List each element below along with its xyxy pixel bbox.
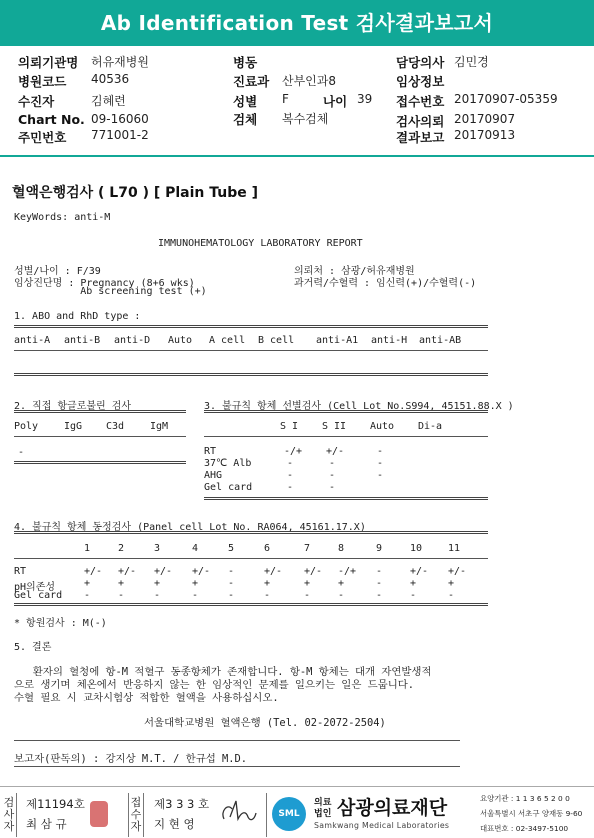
label-receipt-no: 접수번호 (396, 94, 445, 109)
panel-col-header: 11 (448, 543, 461, 554)
section3-title: 3. 불규칙 항체 선별검사 (Cell Lot No.S994, 45151.88.X ) (204, 401, 514, 412)
screen-cell: -/+ (284, 446, 303, 457)
value-age: 39 (357, 92, 373, 106)
rule (14, 766, 460, 767)
screen-cell: - (287, 458, 294, 469)
label-doctor: 담당의사 (396, 55, 445, 70)
panel-cell: - (376, 578, 383, 589)
rule (14, 325, 488, 328)
panel-cell: - (192, 590, 199, 601)
panel-cell: - (304, 590, 311, 601)
patient-info (0, 46, 594, 152)
box2-label-2: 수 (130, 808, 142, 821)
screen-cell: - (287, 470, 294, 481)
panel-col-header: 6 (264, 543, 271, 554)
panel-cell: +/- (410, 566, 429, 577)
brand-prefix-2: 법인 (314, 809, 332, 819)
conclusion-line-3: 수혈 필요 시 교차시험상 적합한 혈액을 사용하십시오. (14, 692, 279, 704)
abo-col-3: anti-D (114, 335, 151, 346)
rule (204, 410, 488, 413)
panel-row-label: pH의존성 (14, 582, 56, 593)
report-line3-left: Ab screening test (+) (14, 286, 207, 297)
dat-val-poly: - (18, 447, 25, 458)
screen-cell: - (287, 482, 294, 493)
panel-cell: +/- (84, 566, 103, 577)
institution-phone: 대표번호 : 02-3497-5100 (480, 824, 569, 833)
label-ward: 병동 (233, 55, 258, 70)
label-resident-no: 주민번호 (18, 130, 67, 145)
value-sex: F (282, 92, 289, 106)
value-doctor: 김민경 (454, 55, 489, 69)
section2-title: 2. 직접 항글로불린 검사 (14, 401, 132, 412)
screen-row-label: RT (204, 446, 217, 457)
section4-title: 4. 불규칙 항체 동정검사 (Panel cell Lot No. RA064, 45161.17.X) (14, 522, 366, 533)
panel-col-header: 8 (338, 543, 345, 554)
panel-cell: + (304, 578, 311, 589)
panel-cell: -/+ (338, 566, 357, 577)
rule (204, 436, 488, 437)
value-result-report: 20170913 (454, 128, 516, 142)
panel-col-header: 10 (410, 543, 423, 554)
panel-cell: +/- (264, 566, 283, 577)
panel-col-header: 1 (84, 543, 91, 554)
panel-cell: - (118, 590, 125, 601)
screen-row-label: 37℃ Alb (204, 458, 252, 469)
panel-cell: - (376, 590, 383, 601)
screen-row-label: Gel card (204, 482, 253, 493)
panel-col-header: 3 (154, 543, 161, 554)
panel-cell: - (84, 590, 91, 601)
rule (14, 373, 488, 376)
value-requesting-institution: 허유재병원 (91, 55, 149, 69)
screen-cell: +/- (326, 446, 345, 457)
label-age: 나이 (323, 94, 348, 109)
rule (14, 436, 186, 437)
report-line2-left: 임상진단명 : Pregnancy (8+6 wks) (14, 278, 195, 289)
conclusion-line-1: 환자의 혈청에 항-M 적혈구 동종항체가 존재합니다. 항-M 항체는 대개 자연발생적 (14, 666, 432, 678)
value-chart-no: 09-16060 (91, 112, 149, 126)
abo-col-5: A cell (209, 335, 246, 346)
screen-col-dia: Di-a (418, 421, 443, 432)
panel-cell: + (192, 578, 199, 589)
value-specimen: 복수검체 (282, 112, 329, 126)
rule (204, 497, 488, 500)
panel-cell: + (448, 578, 455, 589)
box1-label-2: 사 (3, 808, 15, 821)
panel-cell: + (84, 578, 91, 589)
inspector-name: 최 삼 규 (26, 817, 67, 831)
keywords: KeyWords: anti-M (14, 212, 111, 223)
rule (14, 410, 186, 413)
conclusion-line-2: 으로 생기며 체온에서 반응하지 않는 한 임상적인 문제를 일으키는 일은 드뭅니다. (14, 679, 415, 691)
reporter: 보고자(판독의) : 강지상 M.T. / 한규섭 M.D. (14, 753, 248, 765)
panel-cell: - (448, 590, 455, 601)
inspector-seal (90, 801, 108, 827)
panel-cell: - (410, 590, 417, 601)
label-requesting-institution: 의뢰기관명 (18, 55, 79, 70)
dat-col-igg: IgG (64, 421, 83, 432)
label-hospital-code: 병원코드 (18, 74, 67, 89)
abo-col-1: anti-A (14, 335, 51, 346)
value-department: 산부인과8 (282, 74, 337, 88)
panel-cell: + (410, 578, 417, 589)
abo-col-7: anti-A1 (316, 335, 359, 346)
info-divider (0, 155, 594, 157)
panel-cell: - (376, 566, 383, 577)
box2-label-1: 접 (130, 796, 142, 809)
label-patient: 수진자 (18, 94, 55, 109)
panel-cell: + (264, 578, 271, 589)
rule (14, 603, 488, 606)
panel-col-header: 2 (118, 543, 125, 554)
panel-cell: +/- (192, 566, 211, 577)
inspector-number: 제11194호 (26, 797, 85, 811)
receiver-name: 지 현 영 (154, 817, 195, 831)
screen-col-auto: Auto (370, 421, 395, 432)
panel-cell: +/- (448, 566, 467, 577)
report-line1-right: 의뢰처 : 삼광/허유재병원 (294, 266, 415, 277)
panel-row-label: RT (14, 566, 27, 577)
brand-name: 삼광의료재단 (337, 797, 448, 819)
label-clinical-info: 임상정보 (396, 74, 445, 89)
value-receipt-no: 20170907-05359 (454, 92, 558, 106)
panel-cell: - (228, 590, 235, 601)
label-test-request: 검사의뢰 (396, 114, 445, 129)
panel-cell: +/- (118, 566, 137, 577)
report-line1-left: 성별/나이 : F/39 (14, 266, 101, 277)
footer-separator (266, 793, 267, 837)
screen-cell: - (377, 458, 384, 469)
institution-code: 요양기관 : 1 1 3 6 5 2 0 0 (480, 794, 570, 803)
institution: 서울대학교병원 혈액은행 (Tel. 02-2072-2504) (144, 717, 386, 729)
footer (0, 786, 594, 838)
rule (14, 740, 460, 741)
box1-label-3: 자 (3, 820, 15, 833)
panel-cell: - (154, 590, 161, 601)
value-resident-no: 771001-2 (91, 128, 149, 142)
panel-col-header: 4 (192, 543, 199, 554)
dat-col-igm: IgM (150, 421, 169, 432)
screen-row-label: AHG (204, 470, 223, 481)
report-title: Ab Identification Test 검사결과보고서 (0, 0, 594, 46)
value-patient: 김혜련 (91, 94, 126, 108)
panel-cell: +/- (304, 566, 323, 577)
screen-cell: - (329, 482, 336, 493)
label-chart-no: Chart No. (18, 112, 85, 127)
label-result-report: 결과보고 (396, 130, 445, 145)
brand-english: Samkwang Medical Laboratories (314, 821, 450, 830)
dat-col-c3d: C3d (106, 421, 125, 432)
report-heading: IMMUNOHEMATOLOGY LABORATORY REPORT (158, 238, 363, 249)
section-title: 혈액은행검사 ( L70 ) [ Plain Tube ] (12, 185, 259, 201)
panel-cell: - (228, 566, 235, 577)
abo-col-4: Auto (168, 335, 193, 346)
section5-title: 5. 결론 (14, 642, 52, 653)
panel-cell: + (118, 578, 125, 589)
antigen-test: * 항원검사 : M(-) (14, 618, 107, 629)
panel-cell: +/- (154, 566, 173, 577)
sml-logo-icon: SML (272, 797, 306, 831)
panel-cell: - (228, 578, 235, 589)
screen-cell: - (329, 458, 336, 469)
panel-cell: - (338, 590, 345, 601)
section1-title: 1. ABO and RhD type : (14, 311, 141, 322)
value-hospital-code: 40536 (91, 72, 130, 86)
panel-cell: + (154, 578, 161, 589)
report-line2-right: 과거력/수혈력 : 임신력(+)/수혈력(-) (294, 278, 477, 289)
screen-cell: - (329, 470, 336, 481)
label-sex: 성별 (233, 94, 258, 109)
receiver-signature (218, 797, 260, 827)
rule (14, 558, 488, 559)
rule (14, 531, 488, 534)
panel-col-header: 7 (304, 543, 311, 554)
box2-label-3: 자 (130, 820, 142, 833)
rule (14, 461, 186, 464)
screen-cell: - (377, 446, 384, 457)
rule (14, 350, 488, 351)
panel-cell: + (338, 578, 345, 589)
panel-col-header: 9 (376, 543, 383, 554)
abo-col-8: anti-H (371, 335, 408, 346)
value-test-request: 20170907 (454, 112, 516, 126)
panel-col-header: 5 (228, 543, 235, 554)
abo-col-2: anti-B (64, 335, 101, 346)
label-department: 진료과 (233, 74, 270, 89)
panel-row-label: Gel card (14, 590, 63, 601)
receiver-number: 제3 3 3 호 (154, 797, 210, 811)
screen-cell: - (377, 470, 384, 481)
brand-prefix-1: 의료 (314, 798, 332, 808)
dat-col-poly: Poly (14, 421, 39, 432)
label-specimen: 검체 (233, 112, 258, 127)
box1-label-1: 검 (3, 796, 15, 809)
institution-address: 서울특별시 서초구 양재동 9-60 (480, 809, 583, 818)
screen-col-s1: S I (280, 421, 299, 432)
panel-cell: - (264, 590, 271, 601)
screen-col-s2: S II (322, 421, 347, 432)
abo-col-9: anti-AB (419, 335, 462, 346)
abo-col-6: B cell (258, 335, 295, 346)
